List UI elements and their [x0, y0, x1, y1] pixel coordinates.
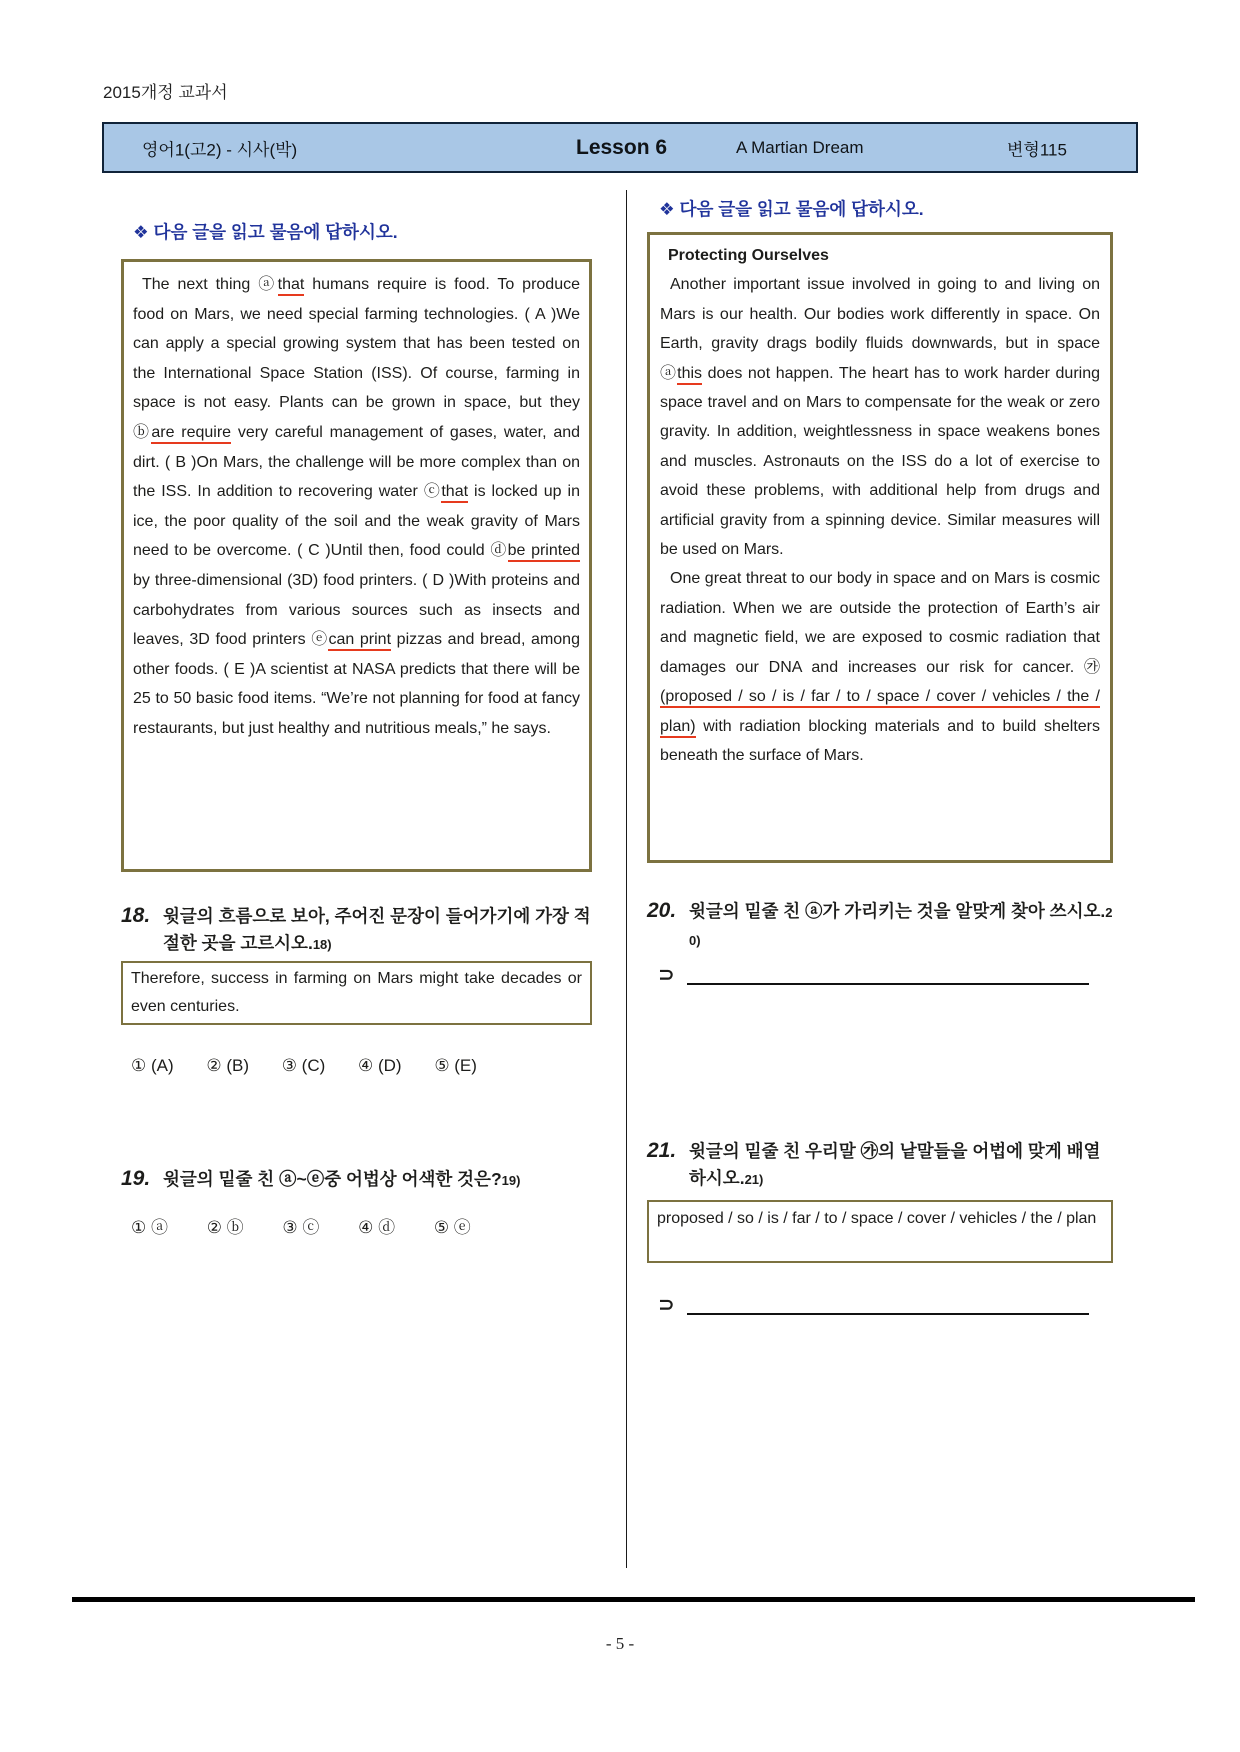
left-passage-text: The next thing ⓐthat humans require is food. To produce food on Mars, we need special farming technologies. ( A )We can apply a special growing system that has been tested on the International Space Station (ISS). Of course, farming in space is not easy. Plants can be grown in space, but they ⓑare require very careful management of gases, water, and dirt. ( B )On Mars, the challenge will be more complex than on the ISS. In addition to recovering water ⓒthat is locked up in ice, the poor quality of the soil and the weak gravity of Mars need to be overcome. ( C )Until then, food could ⓓbe printed by three-dimensional (3D) food printers. ( D )With proteins and carbohydrates from various sources such as insects and leaves, 3D food printers ⓔcan print pizzas and bread, among other foods. ( E )A scientist at NASA predicts that there will be 25 to 50 basic food items. “We’re not planning for food at fancy restaurants, but just healthy and nutritious meals,” he says.	[133, 276, 581, 737]
right-passage-box	[647, 232, 1113, 863]
question-20-number: 20.	[647, 899, 677, 922]
question-18-prompt	[163, 903, 592, 958]
question-20-answer-row	[658, 962, 1089, 987]
column-divider	[626, 190, 627, 1568]
question-19	[121, 1166, 592, 1194]
question-21-prompt-text: 윗글의 밑줄 친 우리말 ㉮의 낱말들을 어법에 맞게 배열하시오.	[689, 1141, 1101, 1188]
footer-rule	[72, 1597, 1195, 1602]
page-number: - 5 -	[605, 1634, 635, 1653]
choice-option: ② ⓑ	[206, 1218, 244, 1237]
question-18-footnote-ref: 18)	[312, 937, 332, 952]
right-instruction: ❖ 다음 글을 읽고 물음에 답하시오.	[659, 199, 924, 219]
answer-blank-line	[687, 1295, 1089, 1315]
header-bar	[102, 122, 1138, 173]
choice-option: ④ (D)	[358, 1056, 402, 1075]
right-passage-paragraph-2: One great threat to our body in space and on Mars is cosmic radiation. When we are outside the protection of Earth’s air and magnetic field, we are exposed to cosmic radiation that damages our DNA and increases our risk for cancer. ㉮(proposed / so / is / far / to / space / cover / vehicles / the / plan) with radiation blocking materials and to build shelters beneath the surface of Mars.	[660, 570, 1100, 764]
question-20	[647, 898, 1113, 954]
choice-option: ④ ⓓ	[358, 1218, 396, 1237]
left-instruction: ❖ 다음 글을 읽고 물음에 답하시오.	[133, 222, 398, 242]
question-18-prompt-text: 윗글의 흐름으로 보아, 주어진 문장이 들어가기에 가장 적절한 곳을 고르시오.	[163, 906, 591, 953]
question-20-footnote-ref: 20)	[689, 905, 1113, 948]
choice-option: ⑤ ⓔ	[433, 1218, 471, 1237]
question-19-footnote-ref: 19)	[501, 1173, 521, 1188]
question-21-prompt	[689, 1138, 1113, 1193]
question-20-prompt	[689, 898, 1113, 954]
choice-option: ② (B)	[206, 1056, 249, 1075]
header-lesson: Lesson 6	[576, 135, 668, 159]
question-18	[121, 903, 592, 958]
question-21	[647, 1138, 1113, 1193]
header-course: 영어1(고2) - 시사(박)	[142, 140, 298, 159]
answer-blank-line	[687, 965, 1089, 985]
choice-option: ③ (C)	[281, 1056, 326, 1075]
given-sentence-box: Therefore, success in farming on Mars might take decades or even centuries.	[121, 961, 592, 1025]
answer-marker-icon: ⊃	[658, 964, 675, 986]
left-passage-box	[121, 259, 592, 872]
curriculum-label: 2015개정 교과서	[103, 83, 228, 102]
question-18-number: 18.	[121, 904, 151, 927]
choice-option: ⑤ (E)	[434, 1056, 477, 1075]
question-19-number: 19.	[121, 1167, 151, 1190]
header-lesson-title: A Martian Dream	[736, 137, 864, 157]
question-20-prompt-text: 윗글의 밑줄 친 ⓐ가 가리키는 것을 알맞게 찾아 쓰시오.	[689, 901, 1106, 921]
question-21-answer-row	[658, 1292, 1089, 1317]
question-19-prompt	[163, 1166, 520, 1194]
answer-marker-icon: ⊃	[658, 1294, 675, 1316]
right-passage-title: Protecting Ourselves	[668, 247, 829, 264]
choice-option: ① (A)	[131, 1056, 174, 1075]
question-21-number: 21.	[647, 1139, 677, 1162]
choice-option: ① ⓐ	[131, 1218, 168, 1237]
right-passage-paragraph-1: Another important issue involved in going to and living on Mars is our health. Our bodies work differently in space. On Earth, gravity drags bodily fluids downwards, but in space ⓐthis does not happen. The heart has to work harder during space travel and on Mars to compensate for the weak or zero gravity. In addition, weightlessness in space weakens bones and muscles. Astronauts on the ISS do a lot of exercise to avoid these problems, with additional help from drugs and artificial gravity from a spinning device. Similar measures will be used on Mars.	[660, 276, 1100, 559]
choice-option: ③ ⓒ	[282, 1218, 320, 1237]
question-19-prompt-text: 윗글의 밑줄 친 ⓐ~ⓔ중 어법상 어색한 것은?	[163, 1169, 502, 1189]
question-19-choices	[131, 1213, 505, 1238]
word-bank-box: proposed / so / is / far / to / space / cover / vehicles / the / plan	[647, 1200, 1113, 1263]
question-18-choices	[131, 1056, 505, 1076]
header-variant-number: 변형115	[1007, 140, 1067, 159]
question-21-footnote-ref: 21)	[744, 1172, 764, 1187]
